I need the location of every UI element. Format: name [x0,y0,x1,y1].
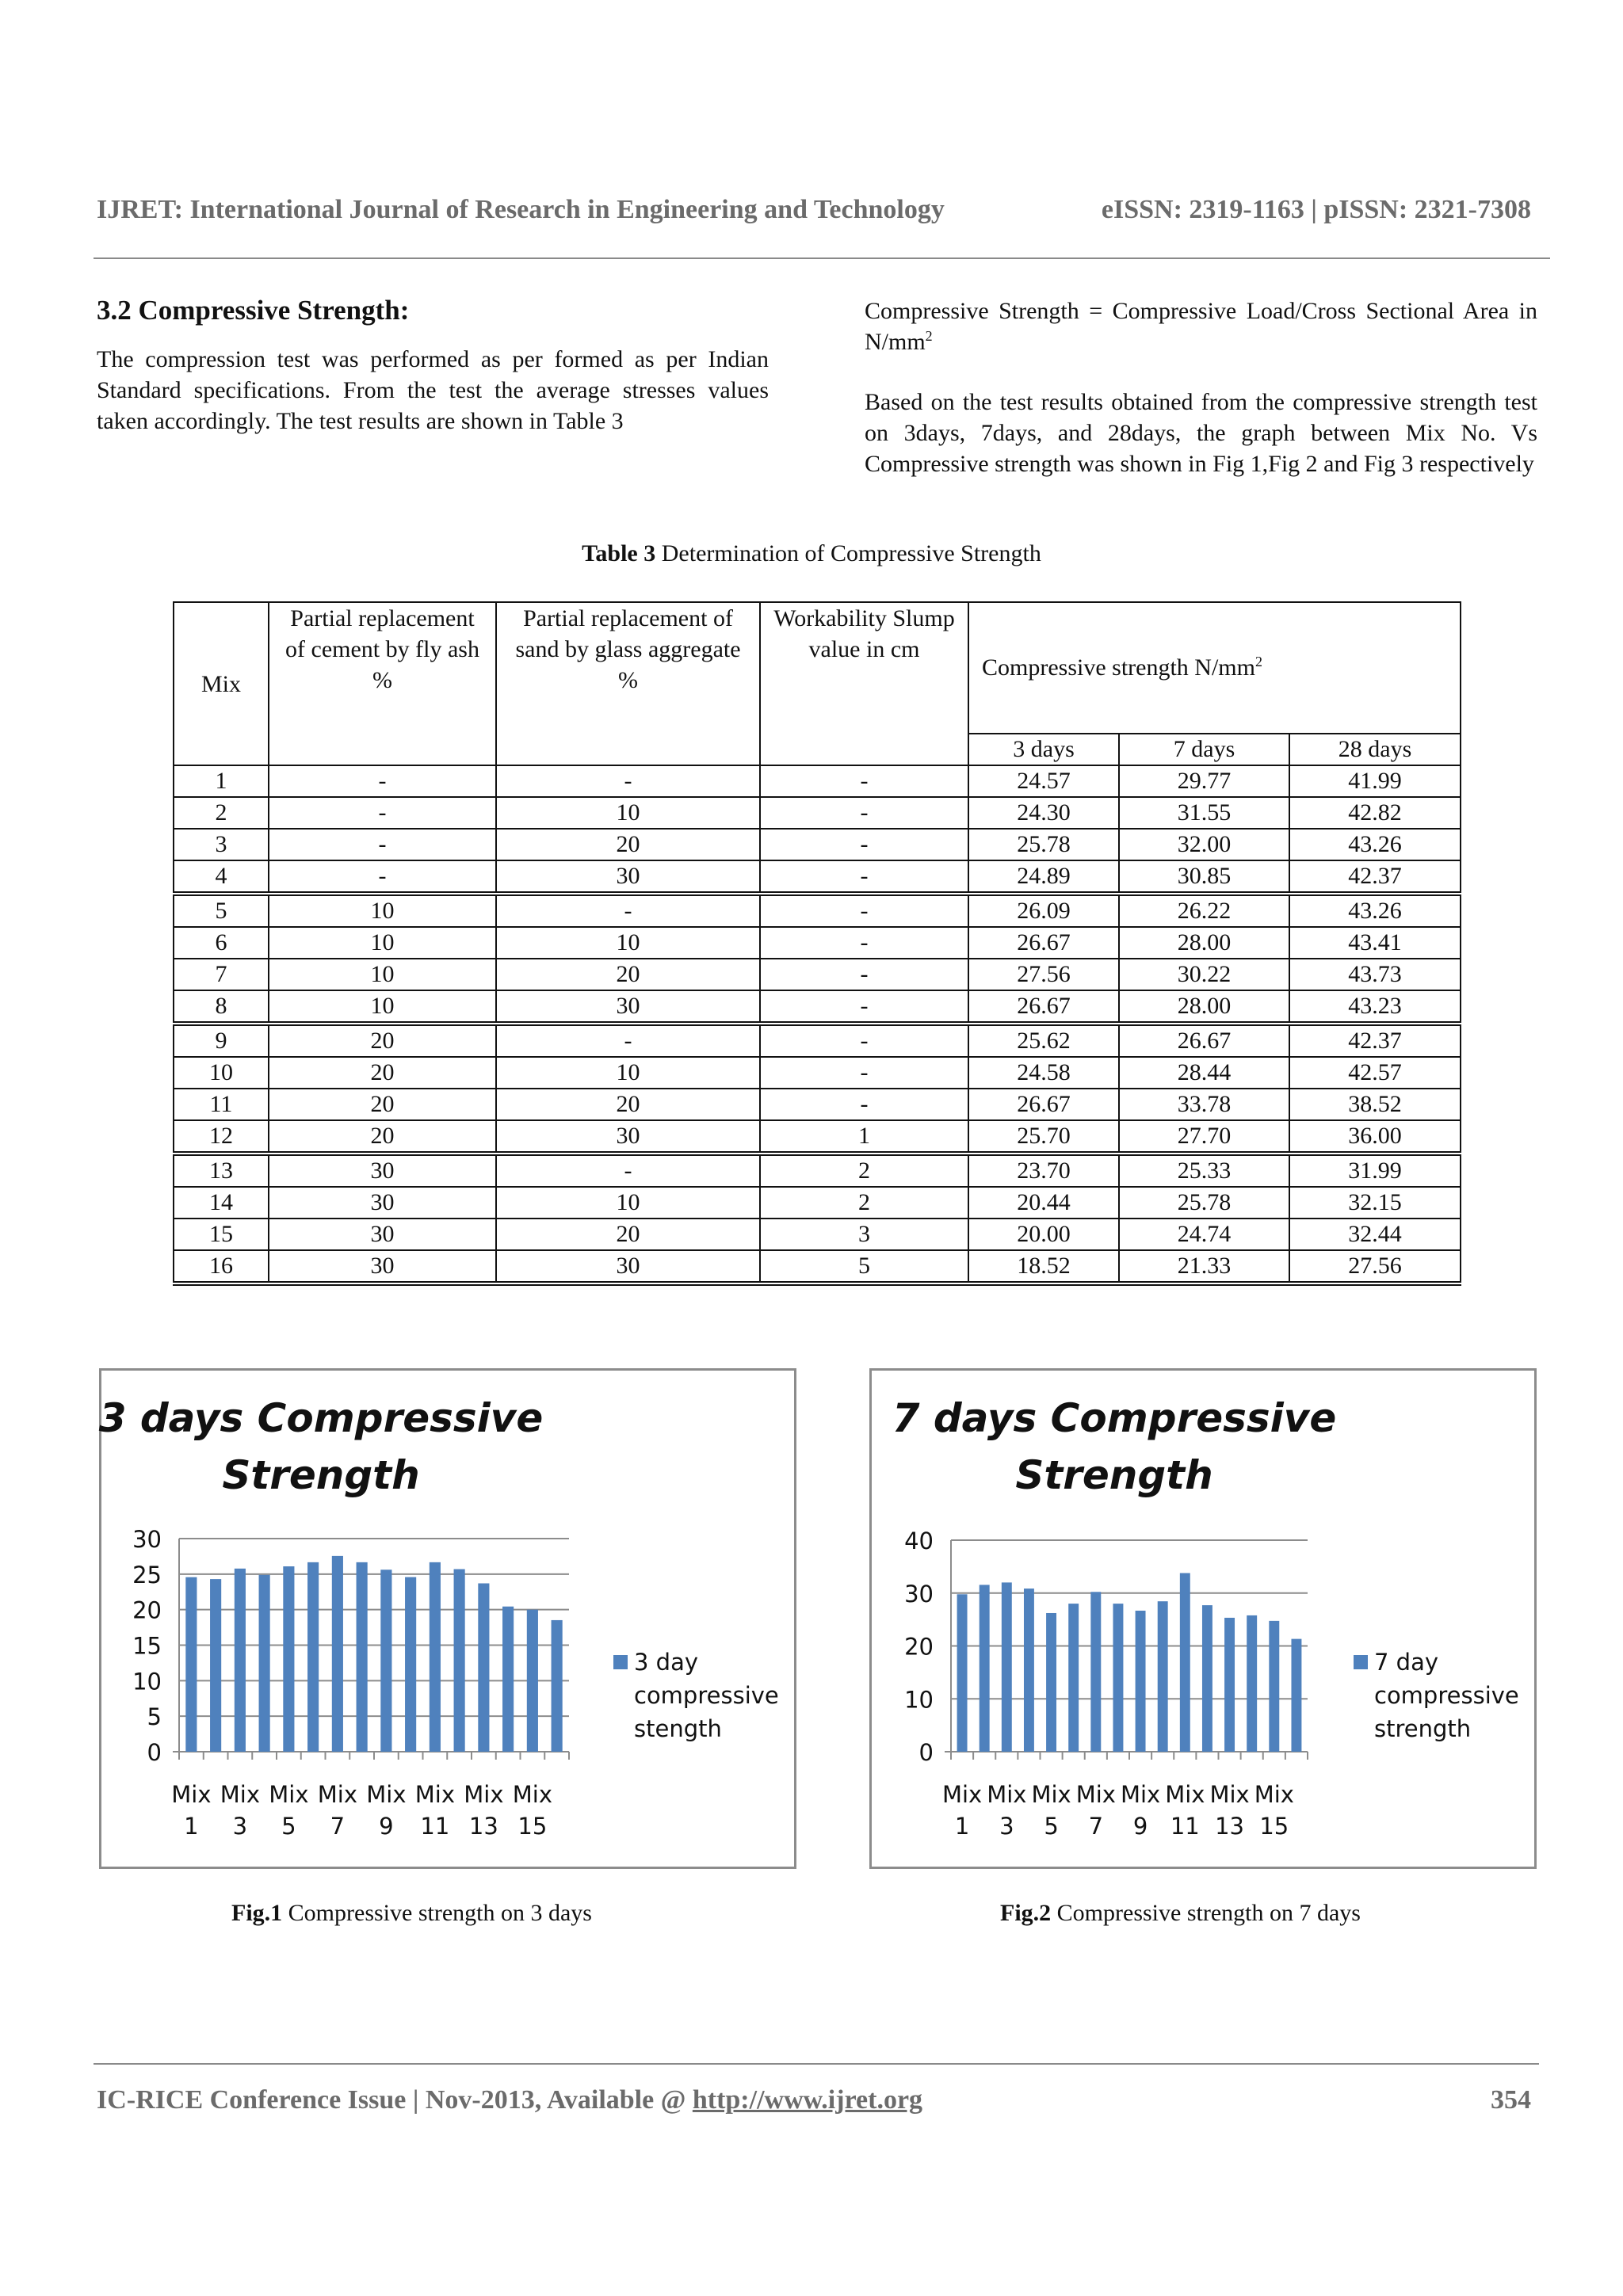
y-tick-label: 15 [132,1632,162,1660]
cell-slump: - [760,990,968,1024]
cell-slump: - [760,927,968,959]
bar-mix-12 [454,1569,465,1752]
cell-fly-ash: - [269,765,496,797]
cell-cs-3-days: 26.67 [968,927,1119,959]
bar-mix-9 [1136,1611,1146,1752]
bar-mix-11 [1180,1573,1190,1752]
cell-cs-3-days: 24.58 [968,1057,1119,1089]
cell-fly-ash: 20 [269,1120,496,1154]
bar-mix-10 [405,1577,416,1752]
cell-fly-ash: 30 [269,1154,496,1187]
cell-cs-28-days: 43.26 [1289,829,1461,860]
cell-glass: 20 [496,959,760,990]
table-row [174,765,1461,797]
bar-mix-11 [430,1562,441,1752]
cell-cs-3-days: 25.62 [968,1024,1119,1057]
fig1-caption-label: Fig.1 [231,1900,283,1926]
y-tick-label: 25 [132,1561,162,1589]
x-tick-label-line1: Mix [269,1781,309,1808]
x-tick-label-line2: 11 [420,1813,450,1840]
legend-label: strength [1374,1715,1472,1742]
cell-fly-ash: 30 [269,1187,496,1219]
bar-mix-4 [259,1575,270,1752]
cell-cs-7-days: 28.44 [1119,1057,1289,1089]
x-tick-label-line1: Mix [1031,1781,1071,1808]
page-footer [97,2085,1531,2115]
table-row [174,927,1461,959]
cell-glass: - [496,765,760,797]
bar-mix-7 [1090,1592,1101,1752]
x-tick-label-line2: 1 [954,1813,970,1840]
chart-3-days-title-line1: 3 days Compressive [98,1395,544,1441]
cell-mix: 5 [174,894,269,927]
page-number: 354 [1491,2085,1531,2115]
cell-fly-ash: 10 [269,959,496,990]
cell-cs-7-days: 21.33 [1119,1250,1289,1283]
header-compressive-strength [968,602,1461,734]
x-tick-label-line1: Mix [512,1781,552,1808]
table-row [174,894,1461,927]
header-fly-ash: Partial replacement of cement by fly ash % [269,602,496,765]
cell-cs-3-days: 26.09 [968,894,1119,927]
x-tick-label-line2: 11 [1170,1813,1200,1840]
y-tick-label: 0 [147,1739,162,1766]
formula-text: Compressive Strength = Compressive Load/Cross Sectional Area in N/mm [865,298,1537,355]
cell-glass: 10 [496,927,760,959]
cell-cs-28-days: 32.15 [1289,1187,1461,1219]
formula-sup: 2 [925,328,933,344]
bar-mix-13 [1224,1618,1235,1752]
x-tick-label-line1: Mix [171,1781,212,1808]
bar-mix-8 [1113,1604,1123,1752]
cell-mix: 14 [174,1187,269,1219]
section-title: 3.2 Compressive Strength: [97,295,410,326]
footer-conference: IC-RICE Conference Issue | Nov-2013, Available @ [97,2085,693,2115]
cell-cs-28-days: 32.44 [1289,1219,1461,1250]
cell-cs-7-days: 31.55 [1119,797,1289,829]
legend-label: 7 day [1374,1649,1439,1676]
x-tick-label-line2: 7 [1088,1813,1104,1840]
bar-mix-5 [283,1566,294,1752]
cell-cs-7-days: 28.00 [1119,927,1289,959]
cell-mix: 13 [174,1154,269,1187]
cell-cs-7-days: 25.78 [1119,1187,1289,1219]
cell-glass: 20 [496,829,760,860]
legend-label: stength [634,1715,722,1742]
x-tick-label-line1: Mix [220,1781,260,1808]
bar-mix-6 [307,1562,319,1752]
fig2-caption [1000,1900,1361,1927]
fig2-caption-label: Fig.2 [1000,1900,1052,1926]
bar-mix-10 [1158,1601,1168,1752]
legend-swatch [613,1655,628,1669]
cell-glass: 10 [496,1187,760,1219]
cell-glass: - [496,1024,760,1057]
x-tick-label-line2: 9 [1132,1813,1148,1840]
cell-fly-ash: 30 [269,1219,496,1250]
bar-mix-16 [1291,1639,1301,1752]
table-row [174,1154,1461,1187]
table-row [174,1250,1461,1283]
y-tick-label: 40 [904,1527,934,1554]
y-tick-label: 30 [904,1580,934,1608]
right-paragraph-text: Based on the test results obtained from the compressive strength test on 3days, 7days, and 28days, the graph between Mix No. Vs Compressive strength was shown in Fig 1,Fig 2 and Fig 3 respectively [865,389,1537,477]
x-tick-label-line1: Mix [317,1781,357,1808]
table-row [174,990,1461,1024]
cell-glass: 20 [496,1089,760,1120]
header-divider [94,257,1550,259]
x-tick-label-line2: 1 [184,1813,199,1840]
x-tick-label-line1: Mix [1120,1781,1161,1808]
bar-mix-14 [502,1607,514,1752]
cell-cs-28-days: 42.37 [1289,860,1461,894]
x-tick-label-line1: Mix [464,1781,504,1808]
cell-cs-3-days: 25.78 [968,829,1119,860]
cell-slump: - [760,959,968,990]
bar-mix-2 [210,1579,221,1752]
y-tick-label: 10 [132,1668,162,1695]
x-tick-label-line1: Mix [1165,1781,1205,1808]
cell-cs-7-days: 30.85 [1119,860,1289,894]
cell-mix: 16 [174,1250,269,1283]
cell-mix: 2 [174,797,269,829]
cell-cs-28-days: 42.82 [1289,797,1461,829]
page-header [97,195,1531,225]
cell-mix: 7 [174,959,269,990]
cell-cs-28-days: 41.99 [1289,765,1461,797]
y-tick-label: 5 [147,1703,162,1731]
formula-paragraph [865,296,1537,357]
table-row [174,959,1461,990]
journal-title: IJRET: International Journal of Research in Engineering and Technology [97,195,945,224]
left-paragraph-text: The compression test was performed as per formed as per Indian Standard specifications. From the test the average stresses values taken accordingly. The test results are shown in Table 3 [97,346,769,434]
y-tick-label: 20 [132,1596,162,1624]
cell-slump: - [760,765,968,797]
cell-mix: 3 [174,829,269,860]
x-tick-label-line2: 15 [517,1813,548,1840]
cell-cs-3-days: 20.44 [968,1187,1119,1219]
cell-cs-3-days: 20.00 [968,1219,1119,1250]
cell-cs-7-days: 28.00 [1119,990,1289,1024]
legend-label: 3 day [634,1649,699,1676]
x-tick-label-line2: 3 [232,1813,248,1840]
cell-slump: - [760,829,968,860]
y-tick-label: 0 [918,1739,934,1766]
chart-7-days [869,1368,1537,1869]
cell-cs-7-days: 33.78 [1119,1089,1289,1120]
compressive-strength-table [173,601,1461,1286]
cell-cs-28-days: 42.57 [1289,1057,1461,1089]
legend-label: compressive [634,1682,779,1709]
cell-slump: - [760,1089,968,1120]
x-tick-label-line1: Mix [366,1781,407,1808]
bar-mix-7 [332,1556,343,1752]
table-caption [0,540,1623,567]
cell-cs-28-days: 38.52 [1289,1089,1461,1120]
cell-glass: 30 [496,860,760,894]
cell-cs-28-days: 43.26 [1289,894,1461,927]
cell-glass: 20 [496,1219,760,1250]
cell-slump: - [760,797,968,829]
table-row [174,1024,1461,1057]
cell-cs-3-days: 24.30 [968,797,1119,829]
cell-cs-3-days: 23.70 [968,1154,1119,1187]
y-tick-label: 20 [904,1633,934,1661]
x-tick-label-line1: Mix [1209,1781,1250,1808]
cell-cs-28-days: 43.41 [1289,927,1461,959]
cell-slump: 5 [760,1250,968,1283]
cell-slump: 2 [760,1187,968,1219]
cell-fly-ash: 20 [269,1089,496,1120]
bar-mix-8 [357,1562,368,1752]
chart-7-days-title-line2: Strength [1015,1452,1213,1498]
bar-mix-9 [380,1569,391,1752]
cell-mix: 11 [174,1089,269,1120]
x-tick-label-line2: 13 [468,1813,498,1840]
cell-mix: 12 [174,1120,269,1154]
cell-slump: - [760,894,968,927]
left-paragraph [97,344,769,437]
fig1-caption-text: Compressive strength on 3 days [282,1900,592,1926]
cell-slump: - [760,860,968,894]
cell-cs-28-days: 43.73 [1289,959,1461,990]
cell-cs-3-days: 27.56 [968,959,1119,990]
cell-cs-3-days: 26.67 [968,990,1119,1024]
x-tick-label-line1: Mix [1254,1781,1294,1808]
cell-slump: 3 [760,1219,968,1250]
cell-slump: 2 [760,1154,968,1187]
table-row [174,1219,1461,1250]
cell-mix: 4 [174,860,269,894]
cell-cs-7-days: 25.33 [1119,1154,1289,1187]
cell-cs-7-days: 30.22 [1119,959,1289,990]
cell-fly-ash: 10 [269,927,496,959]
cell-glass: 30 [496,1120,760,1154]
x-tick-label-line2: 7 [330,1813,346,1840]
bar-mix-6 [1068,1604,1079,1752]
bar-mix-2 [980,1585,990,1752]
x-tick-label-line1: Mix [987,1781,1027,1808]
bar-mix-14 [1247,1615,1257,1752]
cell-glass: 10 [496,1057,760,1089]
bar-mix-13 [478,1583,489,1752]
cell-fly-ash: 20 [269,1057,496,1089]
chart-7-days-title-line1: 7 days Compressive [892,1395,1337,1441]
bar-mix-3 [235,1569,246,1752]
x-tick-label-line2: 15 [1259,1813,1289,1840]
x-tick-label-line2: 13 [1215,1813,1245,1840]
journal-issn: eISSN: 2319-1163 | pISSN: 2321-7308 [1101,195,1531,224]
cell-cs-7-days: 26.67 [1119,1024,1289,1057]
table-row [174,860,1461,894]
cell-mix: 8 [174,990,269,1024]
x-tick-label-line2: 5 [1044,1813,1059,1840]
cell-cs-28-days: 31.99 [1289,1154,1461,1187]
cell-mix: 15 [174,1219,269,1250]
cell-glass: 10 [496,797,760,829]
cell-slump: - [760,1024,968,1057]
cell-cs-3-days: 25.70 [968,1120,1119,1154]
y-tick-label: 10 [904,1686,934,1714]
cell-glass: - [496,1154,760,1187]
cell-cs-28-days: 36.00 [1289,1120,1461,1154]
header-mix: Mix [174,602,269,765]
cell-fly-ash: - [269,829,496,860]
fig2-caption-text: Compressive strength on 7 days [1051,1900,1361,1926]
cell-mix: 10 [174,1057,269,1089]
x-tick-label-line1: Mix [941,1781,983,1808]
cell-fly-ash: 10 [269,990,496,1024]
table-row [174,1057,1461,1089]
bar-mix-5 [1046,1613,1056,1752]
cell-slump: 1 [760,1120,968,1154]
chart-3-days [99,1368,796,1869]
table-row [174,1089,1461,1120]
cell-fly-ash: - [269,797,496,829]
cell-fly-ash: 30 [269,1250,496,1283]
cell-mix: 1 [174,765,269,797]
cell-cs-7-days: 29.77 [1119,765,1289,797]
footer-left [97,2085,922,2115]
x-tick-label-line2: 9 [379,1813,394,1840]
cell-slump: - [760,1057,968,1089]
chart-3-days-title-line2: Strength [222,1452,420,1498]
cell-cs-7-days: 24.74 [1119,1219,1289,1250]
header-28-days: 28 days [1289,734,1461,765]
header-cs-text: Compressive strength N/mm [982,654,1255,681]
cell-fly-ash: 20 [269,1024,496,1057]
cell-cs-3-days: 18.52 [968,1250,1119,1283]
right-paragraph [865,387,1537,479]
header-slump: Workability Slump value in cm [760,602,968,765]
bar-mix-1 [957,1594,968,1752]
footer-divider [94,2063,1539,2065]
table-row [174,829,1461,860]
bar-mix-1 [185,1577,197,1752]
cell-fly-ash: 10 [269,894,496,927]
table-row [174,1120,1461,1154]
table-caption-label: Table 3 [582,540,656,566]
cell-mix: 6 [174,927,269,959]
bar-mix-4 [1024,1589,1034,1752]
cell-cs-28-days: 43.23 [1289,990,1461,1024]
cell-cs-28-days: 42.37 [1289,1024,1461,1057]
bar-mix-15 [527,1610,538,1752]
cell-cs-3-days: 26.67 [968,1089,1119,1120]
table-row [174,1187,1461,1219]
cell-glass: 30 [496,1250,760,1283]
header-cs-sup: 2 [1254,654,1262,669]
cell-fly-ash: - [269,860,496,894]
header-7-days: 7 days [1119,734,1289,765]
header-3-days: 3 days [968,734,1119,765]
header-glass: Partial replacement of sand by glass aggregate % [496,602,760,765]
cell-mix: 9 [174,1024,269,1057]
chart-3-days-plot [101,1371,794,1867]
legend-swatch [1354,1655,1368,1669]
fig1-caption [231,1900,592,1927]
cell-glass: - [496,894,760,927]
legend-label: compressive [1374,1682,1519,1709]
x-tick-label-line2: 3 [999,1813,1014,1840]
cell-cs-7-days: 32.00 [1119,829,1289,860]
x-tick-label-line2: 5 [281,1813,296,1840]
bar-mix-16 [552,1620,563,1752]
chart-7-days-plot [872,1371,1534,1867]
cell-cs-3-days: 24.89 [968,860,1119,894]
cell-cs-7-days: 26.22 [1119,894,1289,927]
cell-cs-3-days: 24.57 [968,765,1119,797]
bar-mix-15 [1269,1621,1279,1752]
bar-mix-3 [1002,1582,1012,1752]
cell-glass: 30 [496,990,760,1024]
table-caption-text: Determination of Compressive Strength [655,540,1041,566]
bar-mix-12 [1202,1605,1212,1752]
x-tick-label-line1: Mix [414,1781,455,1808]
cell-cs-7-days: 27.70 [1119,1120,1289,1154]
cell-cs-28-days: 27.56 [1289,1250,1461,1283]
y-tick-label: 30 [132,1526,162,1553]
x-tick-label-line1: Mix [1075,1781,1116,1808]
footer-link[interactable]: http://www.ijret.org [692,2085,923,2115]
table-row [174,797,1461,829]
